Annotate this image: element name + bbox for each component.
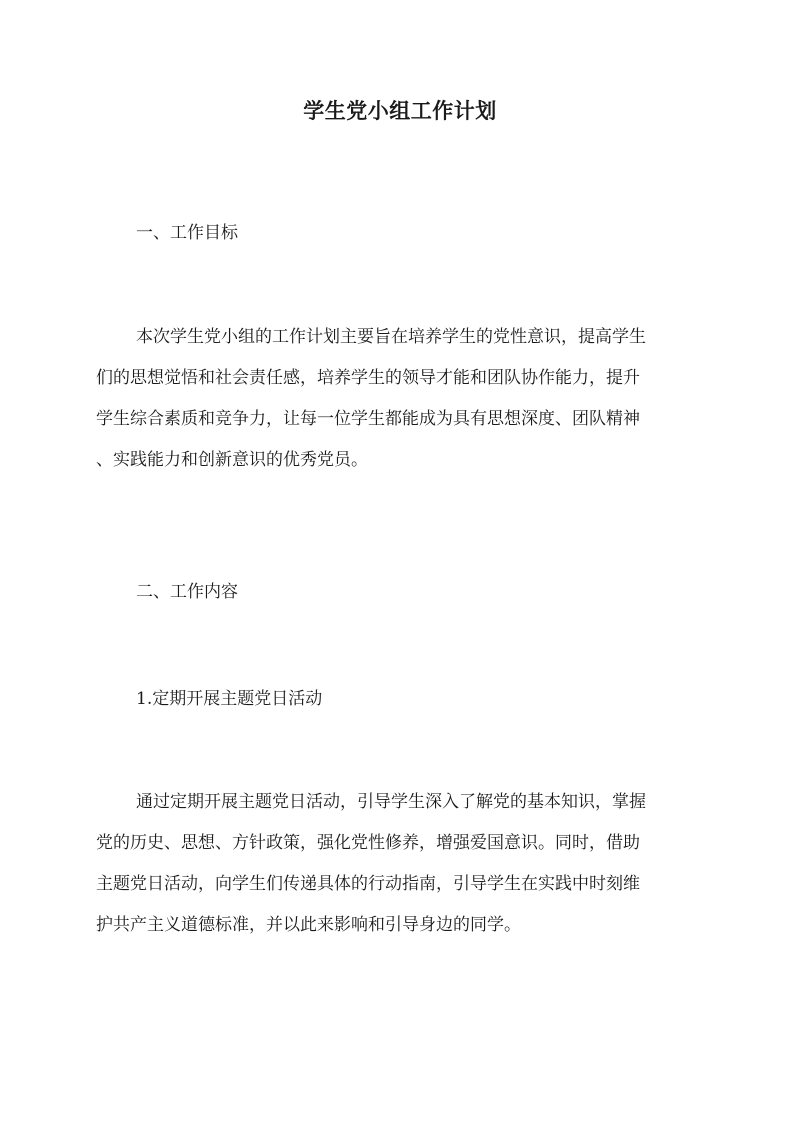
- section-heading-content: 二、工作内容: [136, 582, 238, 602]
- paragraph-line: 学生综合素质和竞争力，让每一位学生都能成为具有思想深度、团队精神: [96, 409, 640, 429]
- paragraph-line: 主题党日活动，向学生们传递具体的行动指南，引导学生在实践中时刻维: [96, 874, 640, 894]
- paragraph-line: 护共产主义道德标准，并以此来影响和引导身边的同学。: [96, 915, 521, 935]
- party-day-paragraph: [96, 782, 702, 946]
- subsection-heading-party-day: 1.定期开展主题党日活动: [136, 689, 323, 709]
- goals-paragraph: [96, 317, 702, 481]
- paragraph-line: 通过定期开展主题党日活动，引导学生深入了解党的基本知识，掌握: [136, 792, 646, 812]
- paragraph-line: 们的思想觉悟和社会责任感，培养学生的领导才能和团队协作能力，提升: [96, 368, 640, 388]
- paragraph-line: 党的历史、思想、方针政策，强化党性修养，增强爱国意识。同时，借助: [96, 833, 640, 853]
- paragraph-line: 本次学生党小组的工作计划主要旨在培养学生的党性意识，提高学生: [136, 327, 646, 347]
- paragraph-line: 、实践能力和创新意识的优秀党员。: [96, 450, 368, 470]
- document-title: 学生党小组工作计划: [303, 98, 497, 123]
- section-heading-goals: 一、工作目标: [136, 223, 238, 243]
